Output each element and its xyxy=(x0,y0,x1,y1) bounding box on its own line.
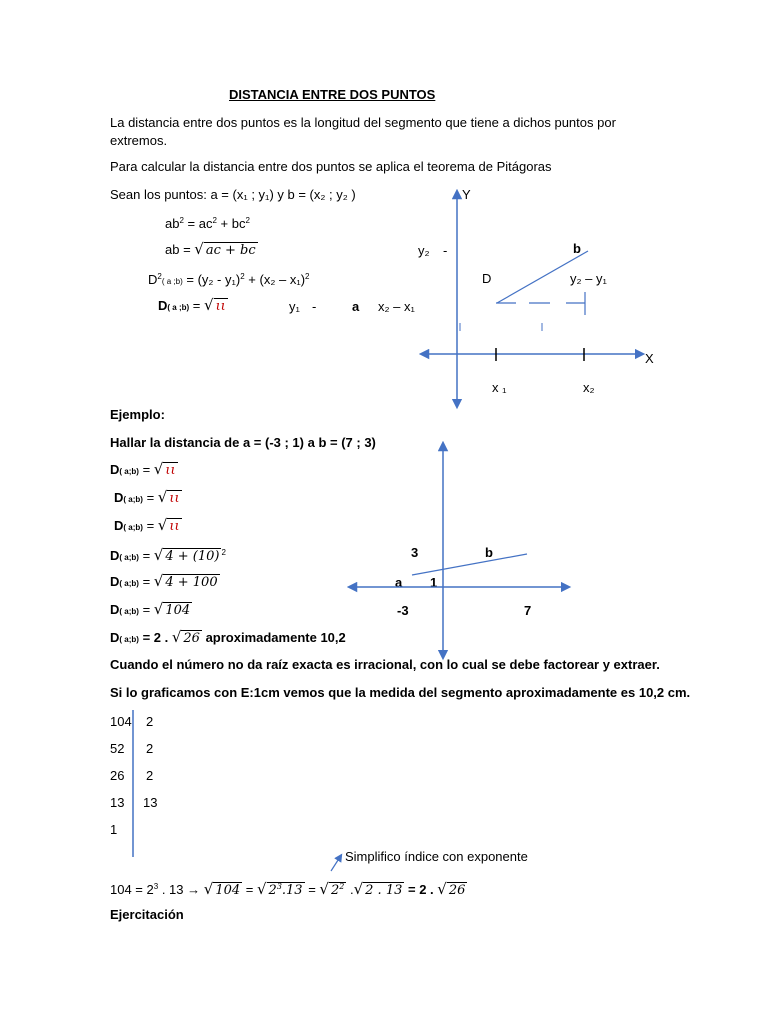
factor-left-1: 52 xyxy=(110,741,125,756)
diagram1-x2-minus-x1: x₂ – x₁ xyxy=(378,299,415,314)
intro-line-1: La distancia entre dos puntos es la longitud del segmento que tiene a dichos puntos por xyxy=(110,115,616,130)
diagram2-segment-ab xyxy=(412,554,527,575)
factor-left-2: 26 xyxy=(110,768,125,783)
diagram1-y-axis-label: Y xyxy=(462,187,471,202)
factor-right-2: 2 xyxy=(146,768,154,783)
example-step-2: D( a;b) = √ ιι xyxy=(114,488,180,506)
formula-d-squared: $D^2$( a ;b) = (y₂ - y₁)$^2$ + (x₂ – x₁)$^2$ xyxy=(148,272,310,287)
diagram1-distance-D: D xyxy=(482,271,492,286)
example-step-3: D( a;b) = √ ιι xyxy=(114,516,180,534)
example-statement: Hallar la distancia de a = (-3 ; 1) a b = (7 ; 3) xyxy=(110,435,376,450)
diagram2-point-b: b xyxy=(485,545,493,560)
example-step-7: D( a;b) = 2 . √ 26 aproximadamente 10,2 xyxy=(110,628,346,646)
intro-line-3: Para calcular la distancia entre dos puntos se aplica el teorema de Pitágoras xyxy=(110,159,552,174)
factor-right-0: 2 xyxy=(146,714,154,729)
note-irrational: Cuando el número no da raíz exacta es irracional, con lo cual se debe factorear y extraer. xyxy=(110,657,660,672)
factor-left-3: 13 xyxy=(110,795,125,810)
diagram1-y1-label: y₁ xyxy=(289,299,300,314)
example-step-1: D( a;b) = √ ιι xyxy=(110,460,176,478)
simplify-note: Simplifico índice con exponente xyxy=(345,849,528,864)
formula-ab: ab = √ ac + bc xyxy=(165,240,256,258)
intro-line-2: extremos. xyxy=(110,133,168,148)
diagram2-y3-label: 3 xyxy=(411,545,419,560)
formula-ab-squared: $ab^2 = ac^2 + bc^2$ xyxy=(165,216,250,231)
simplify-arrow xyxy=(331,857,340,871)
diagram1-segment-ab xyxy=(497,251,588,303)
diagram2-x7-label: 7 xyxy=(524,603,532,618)
diagram1-y2-dash: - xyxy=(443,243,448,258)
factor-right-3: 13 xyxy=(143,795,158,810)
formula-d: D( a ;b) = √ ιι xyxy=(158,296,226,314)
factor-left-4: 1 xyxy=(110,822,118,837)
diagram2-x-minus3-label: -3 xyxy=(397,603,409,618)
diagram1-x1-label: x ₁ xyxy=(492,380,507,395)
diagram1-x2-label: x₂ xyxy=(583,380,595,395)
diagram2-y1-label: 1 xyxy=(430,575,438,590)
example-heading: Ejemplo: xyxy=(110,407,165,422)
diagram1-y2-minus-y1: y₂ – y₁ xyxy=(570,271,607,286)
arrow-right-icon: → xyxy=(187,882,201,897)
simplify-equation: $104 = 2^3$ . 13 → √ 104 = √ $2^3.13$ = √ $2^2$ .√ 2 . 13 = 2 . √ 26 xyxy=(110,880,466,898)
ejercitacion-heading: Ejercitación xyxy=(110,907,184,922)
points-definition: Sean los puntos: a = (x₁ ; y₁) y b = (x₂ ; y₂ ) xyxy=(110,187,356,202)
factor-left-0: 104 xyxy=(110,714,132,729)
page-title: DISTANCIA ENTRE DOS PUNTOS xyxy=(229,87,436,102)
example-step-4: D( a;b) = √ 4 + (10) $^2$ xyxy=(110,546,226,564)
diagram2-point-a: a xyxy=(395,575,403,590)
factor-right-1: 2 xyxy=(146,741,154,756)
example-step-6: D( a;b) = √ 104 xyxy=(110,600,191,618)
example-step-5: D( a;b) = √ 4 + 100 xyxy=(110,572,218,590)
diagram1-x-axis-label: X xyxy=(645,351,654,366)
diagram1-y1-dash: - xyxy=(312,299,317,314)
diagram1-point-b: b xyxy=(573,241,581,256)
diagram1-point-a: a xyxy=(352,299,360,314)
note-scale: Si lo graficamos con E:1cm vemos que la medida del segmento aproximadamente es 10,2 cm. xyxy=(110,685,691,700)
diagram1-y2-label: y₂ xyxy=(418,243,430,258)
